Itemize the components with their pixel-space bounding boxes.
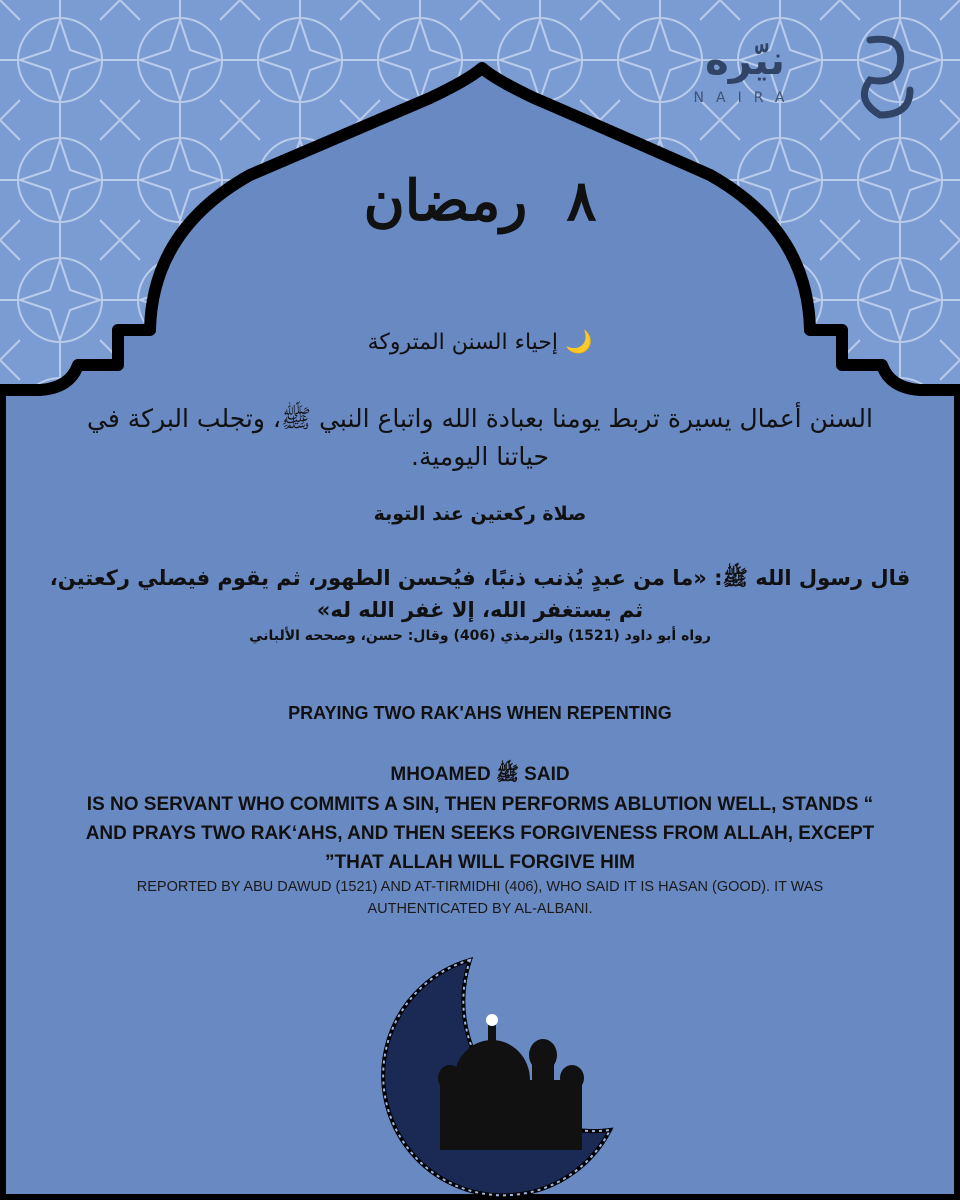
english-heading: PRAYING TWO RAK'AHS WHEN REPENTING [288, 703, 672, 723]
day-number: ٨ [566, 168, 597, 234]
hadith-line: ”THAT ALLAH WILL FORGIVE HIM [325, 852, 635, 873]
brand-latin: NAIRA [693, 90, 797, 106]
crescent-icon: 🌙 [565, 330, 593, 355]
month-name: رمضان [363, 168, 528, 234]
english-said: MHOAMED ﷺ SAID [390, 764, 570, 785]
hadith-line: IS NO SERVANT WHO COMMITS A SIN, THEN PERFORMS ABLUTION WELL, STANDS “ [86, 794, 874, 815]
section-title [0, 330, 960, 355]
arabic-heading: صلاة ركعتين عند التوبة [373, 503, 587, 525]
brand-arabic: نيّره [705, 38, 785, 84]
arabic-source: رواه أبو داود (1521) والترمذي (406) وقال: حسن، وصححه الألباني [249, 628, 711, 644]
section-title-text: إحياء السنن المتروكة [367, 330, 558, 355]
hadith-line: AND PRAYS TWO RAK‘AHS, AND THEN SEEKS FORGIVENESS FROM ALLAH, EXCEPT [85, 823, 875, 844]
intro-text: السنن أعمال يسيرة تربط يومنا بعبادة الله واتباع النبي ﷺ، وتجلب البركة في حياتنا اليومية. [87, 404, 873, 471]
arabic-hadith: قال رسول الله ﷺ: «ما من عبدٍ يُذنب ذنبًا، فيُحسن الطهور، ثم يقوم فيصلي ركعتين، ثم يستغفر الله، إلا غفر الله له» [49, 566, 911, 622]
english-hadith [0, 790, 960, 877]
english-source: REPORTED BY ABU DAWUD (1521) AND AT-TIRMIDHI (406), WHO SAID IT IS HASAN (GOOD). IT WAS AUTHENTICATED BY AL-ALBANI. [136, 879, 824, 917]
brand-mark-icon [850, 30, 920, 120]
date-heading [0, 168, 960, 234]
brand-logo [680, 30, 920, 130]
